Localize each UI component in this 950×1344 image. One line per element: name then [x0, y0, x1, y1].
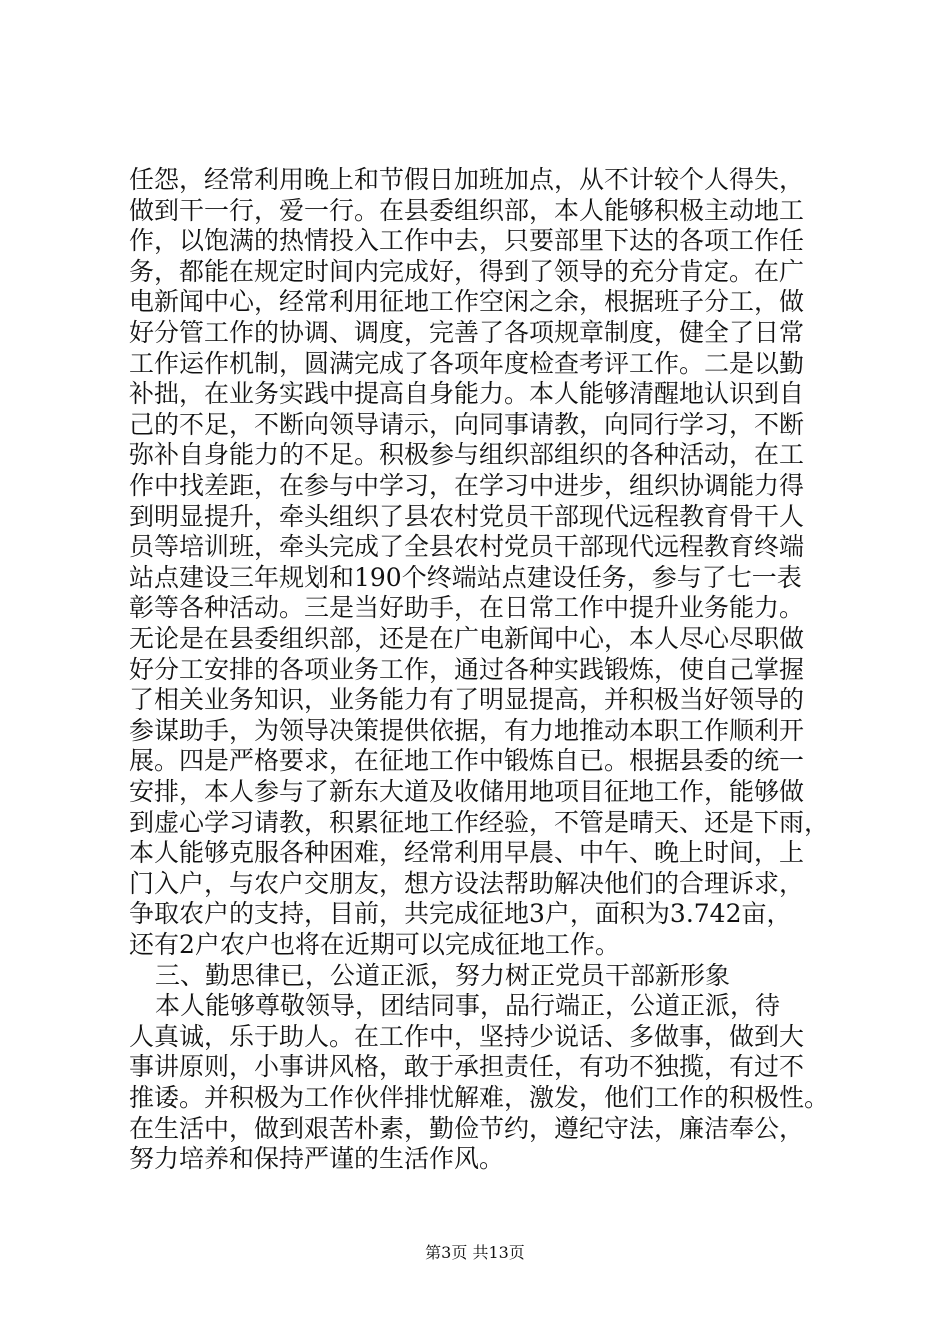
text-line: 工作运作机制，圆满完成了各项年度检查考评工作。二是以勤: [129, 348, 805, 378]
text-line: 电新闻中心，经常利用征地工作空闲之余，根据班子分工，做: [129, 287, 805, 317]
page-footer: 第3页 共13页: [425, 1243, 525, 1262]
text-line: 门入户，与农户交朋友，想方设法帮助解决他们的合理诉求，: [129, 868, 805, 898]
text-line: 彰等各种活动。三是当好助手，在日常工作中提升业务能力。: [129, 593, 805, 623]
text-line: 安排，本人参与了新东大道及收储用地项目征地工作，能够做: [129, 777, 805, 806]
text-line: 员等培训班，牵头完成了全县农村党员干部现代远程教育终端: [129, 532, 805, 562]
text-line: 推诿。并积极为工作伙伴排忧解难，激发，他们工作的积极性。: [129, 1083, 830, 1112]
text-line: 无论是在县委组织部，还是在广电新闻中心，本人尽心尽职做: [129, 624, 805, 653]
text-line: 展。四是严格要求，在征地工作中锻炼自已。根据县委的统一: [129, 746, 805, 776]
text-line: 做到干一行，爱一行。在县委组织部，本人能够积极主动地工: [129, 195, 805, 225]
text-line: 作，以饱满的热情投入工作中去，只要部里下达的各项工作任: [129, 226, 805, 256]
text-line: 人真诚，乐于助人。在工作中，坚持少说话、多做事，做到大: [129, 1021, 805, 1051]
text-line: 本人能够尊敬领导，团结同事，品行端正，公道正派，待: [155, 991, 781, 1021]
text-line: 站点建设三年规划和190个终端站点建设任务，参与了七一表: [129, 562, 802, 592]
text-line: 本人能够克服各种困难，经常利用早晨、中午、晚上时间，上: [129, 838, 805, 868]
text-line: 还有2户农户也将在近期可以完成征地工作。: [129, 930, 620, 959]
text-line: 到虚心学习请教，积累征地工作经验，不管是晴天、还是下雨，: [129, 807, 830, 837]
text-line: 好分管工作的协调、调度，完善了各项规章制度，健全了日常: [129, 318, 805, 347]
text-line: 参谋助手，为领导决策提供依据，有力地推动本职工作顺利开: [129, 715, 805, 745]
text-line: 努力培养和保持严谨的生活作风。: [129, 1144, 505, 1174]
text-line: 己的不足，不断向领导请示，向同事请教，向同行学习，不断: [129, 409, 805, 439]
text-line: 务，都能在规定时间内完成好，得到了领导的充分肯定。在广: [129, 256, 805, 286]
text-line: 作中找差距，在参与中学习，在学习中进步，组织协调能力得: [129, 471, 805, 500]
text-line: 在生活中，做到艰苦朴素，勤俭节约，遵纪守法，廉洁奉公，: [129, 1113, 805, 1143]
text-line: 好分工安排的各项业务工作，通过各种实践锻炼，使自己掌握: [129, 654, 805, 684]
text-line: 争取农户的支持，目前，共完成征地3户，面积为3.742亩，: [129, 899, 792, 929]
section-heading: 三、勤思律已，公道正派，努力树正党员干部新形象: [155, 960, 731, 990]
text-line: 补拙，在业务实践中提高自身能力。本人能够清醒地认识到自: [129, 379, 805, 409]
text-line: 了相关业务知识，业务能力有了明显提高，并积极当好领导的: [129, 685, 805, 715]
text-line: 事讲原则，小事讲风格，敢于承担责任，有功不独揽，有过不: [129, 1052, 805, 1082]
text-line: 到明显提升，牵头组织了县农村党员干部现代远程教育骨干人: [129, 501, 805, 531]
text-line: 弥补自身能力的不足。积极参与组织部组织的各种活动，在工: [129, 440, 805, 470]
text-line: 任怨，经常利用晚上和节假日加班加点，从不计较个人得失，: [129, 165, 805, 194]
